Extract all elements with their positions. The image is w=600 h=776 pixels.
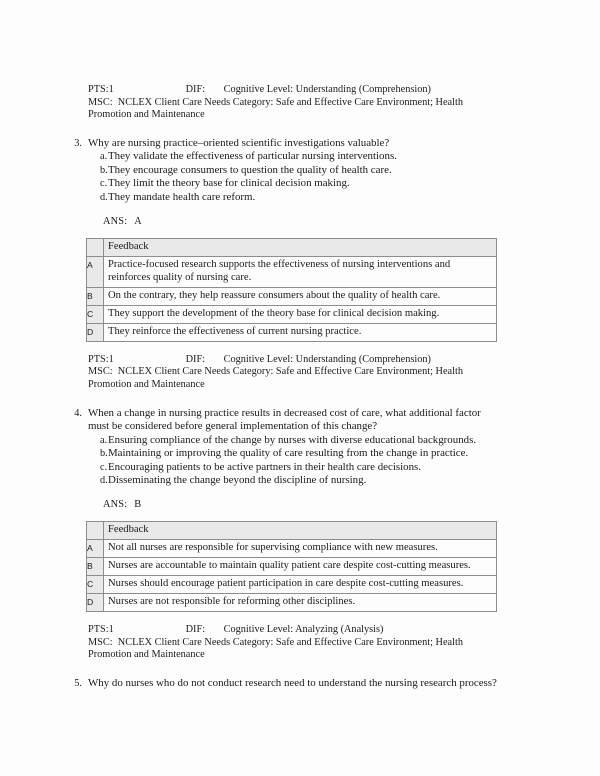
dif-value: Cognitive Level: Understanding (Comprehension) (223, 84, 431, 95)
option-text: Encouraging patients to be active partners in their health care decisions. (108, 460, 421, 473)
feedback-text: Nurses should encourage patient participation in care despite cost-cutting measures. (104, 575, 497, 593)
option-letter: b. (100, 164, 108, 176)
feedback-text: Practice-focused research supports the effectiveness of nursing interventions and reinforces quality of nursing care. (104, 256, 497, 287)
option-text: They mandate health care reform. (108, 190, 256, 203)
question-5-number: 5. (74, 677, 82, 689)
option-text: Disseminating the change beyond the discipline of nursing. (108, 473, 367, 486)
ans-label: ANS: (103, 216, 128, 227)
option-letter: d. (100, 474, 108, 486)
feedback-letter: A (87, 539, 104, 557)
pts-value: 1 (108, 84, 114, 95)
table-row (87, 323, 497, 341)
msc-label: MSC: (88, 636, 113, 648)
option-letter: a. (100, 434, 108, 446)
feedback-column-header: Feedback (104, 522, 497, 540)
msc-value: NCLEX Client Care Needs Category: Safe and Effective Care Environment; Health Promotion and Maintenance (88, 96, 463, 121)
question-3-options (88, 150, 504, 204)
option-letter: c. (100, 178, 108, 190)
feedback-letter: D (87, 593, 104, 611)
table-header-row (87, 522, 497, 540)
feedback-table-3 (86, 238, 497, 342)
table-row (87, 305, 497, 323)
feedback-letter: A (87, 256, 104, 287)
msc-line-1 (88, 97, 504, 122)
msc-label: MSC: (88, 366, 113, 378)
option-row[interactable] (88, 150, 504, 163)
feedback-letter: B (87, 287, 104, 305)
option-row[interactable] (88, 434, 504, 447)
option-letter: d. (100, 191, 108, 203)
pts-dif-line-2 (88, 354, 504, 367)
option-letter: a. (100, 151, 108, 163)
pts-dif-line-1 (88, 84, 504, 97)
table-row (87, 539, 497, 557)
question-4-answer (103, 498, 504, 511)
option-letter: b. (100, 448, 108, 460)
msc-line-3 (88, 637, 504, 662)
option-text: Maintaining or improving the quality of care resulting from the change in practice. (108, 447, 469, 460)
question-4-stem-row (68, 407, 504, 434)
table-row (87, 256, 497, 287)
feedback-letter-header (87, 239, 104, 257)
table-row (87, 557, 497, 575)
option-letter: c. (100, 461, 108, 473)
dif-value: Cognitive Level: Analyzing (Analysis) (223, 623, 384, 635)
feedback-text: They reinforce the effectiveness of current nursing practice. (104, 323, 497, 341)
question-5-stem: Why do nurses who do not conduct research need to understand the nursing research process? (88, 676, 497, 689)
feedback-letter: B (87, 557, 104, 575)
ans-label: ANS: (103, 499, 128, 511)
pts-value: 1 (108, 623, 114, 635)
pts-dif-line-3 (88, 624, 504, 637)
feedback-letter: C (87, 575, 104, 593)
pts-label: PTS: (88, 84, 109, 95)
table-row (87, 287, 497, 305)
feedback-text: They support the development of the theory base for clinical decision making. (104, 305, 497, 323)
feedback-letter: C (87, 305, 104, 323)
dif-label: DIF: (185, 353, 206, 365)
dif-value: Cognitive Level: Understanding (Comprehension) (223, 353, 431, 365)
question-3-stem: Why are nursing practice–oriented scientific investigations valuable? (88, 136, 390, 149)
feedback-text: Nurses are accountable to maintain quality patient care despite cost-cutting measures. (104, 557, 497, 575)
msc-label: MSC: (88, 96, 113, 108)
question-3 (68, 137, 504, 342)
feedback-letter-header (87, 522, 104, 540)
question-4-options (88, 434, 504, 488)
question-3-answer (103, 215, 504, 228)
meta-block-2 (88, 354, 504, 392)
pts-label: PTS: (88, 623, 109, 635)
option-row[interactable] (88, 461, 504, 474)
table-row (87, 593, 497, 611)
option-row[interactable] (88, 474, 504, 487)
table-header-row (87, 239, 497, 257)
question-3-stem-row (68, 137, 504, 151)
option-row[interactable] (88, 177, 504, 190)
pts-value: 1 (108, 353, 114, 365)
option-text: They validate the effectiveness of particular nursing interventions. (108, 150, 397, 163)
feedback-letter: D (87, 323, 104, 341)
question-5-stem-row (68, 677, 504, 691)
dif-label: DIF: (185, 623, 206, 635)
option-text: They limit the theory base for clinical decision making. (108, 177, 350, 190)
ans-value: B (134, 499, 142, 511)
question-4-stem: When a change in nursing practice results in decreased cost of care, what additional factor must be considered before general implementation of this change? (88, 406, 481, 433)
option-row[interactable] (88, 191, 504, 204)
meta-block-1 (88, 84, 504, 122)
ans-value: A (134, 216, 142, 227)
dif-label: DIF: (185, 84, 206, 95)
question-5 (68, 677, 504, 691)
msc-line-2 (88, 366, 504, 391)
feedback-text: Not all nurses are responsible for supervising compliance with new measures. (104, 539, 497, 557)
question-3-number: 3. (74, 137, 82, 149)
option-row[interactable] (88, 164, 504, 177)
feedback-table-4 (86, 521, 497, 612)
feedback-text: On the contrary, they help reassure consumers about the quality of health care. (104, 287, 497, 305)
pts-label: PTS: (88, 353, 109, 365)
table-row (87, 575, 497, 593)
question-4-number: 4. (74, 407, 82, 419)
meta-block-3 (88, 624, 504, 662)
feedback-column-header: Feedback (104, 239, 497, 257)
option-text: Ensuring compliance of the change by nurses with diverse educational backgrounds. (108, 433, 477, 446)
question-4 (68, 407, 504, 612)
option-row[interactable] (88, 447, 504, 460)
msc-value: NCLEX Client Care Needs Category: Safe and Effective Care Environment; Health Promotion and Maintenance (88, 636, 463, 661)
feedback-text: Nurses are not responsible for reforming other disciplines. (104, 593, 497, 611)
msc-value: NCLEX Client Care Needs Category: Safe and Effective Care Environment; Health Promotion and Maintenance (88, 366, 463, 390)
option-text: They encourage consumers to question the quality of health care. (108, 163, 392, 176)
